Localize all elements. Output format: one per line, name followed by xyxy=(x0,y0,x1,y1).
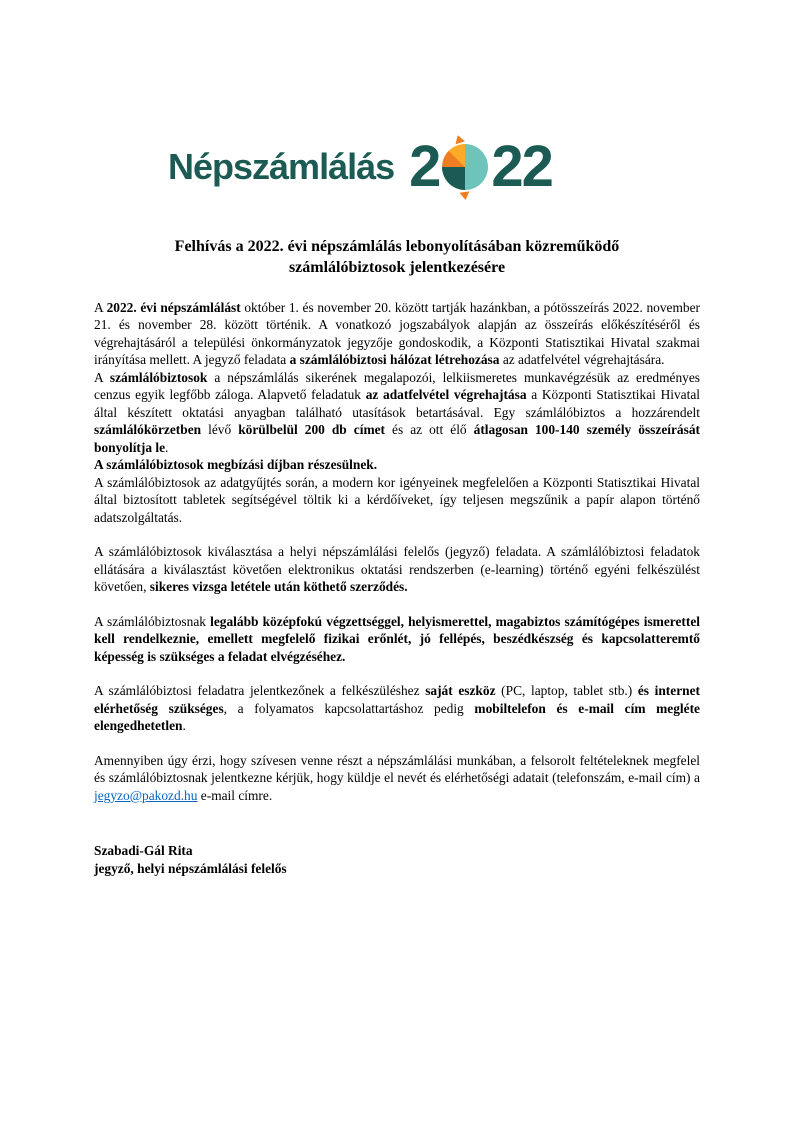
paragraph-fee xyxy=(94,456,700,474)
logo-year xyxy=(409,134,552,199)
text-run: lévő xyxy=(201,422,239,438)
logo-pointer-bottom-icon xyxy=(460,191,471,200)
paragraph-selection xyxy=(94,543,700,596)
text-run: saját eszköz xyxy=(425,683,496,699)
paragraph-requirements xyxy=(94,613,700,666)
logo-digit-2: 2 xyxy=(409,134,440,199)
text-run: a népszámlálás sikerének megalapozói, lelkiismeretes munkavégzésük az eredményes cenzus egyik legfőbb záloga. Alapvető feladatuk xyxy=(94,369,700,403)
text-run: A xyxy=(94,369,110,385)
text-run: A számlálóbiztosnak xyxy=(94,613,211,629)
text-run: átlagosan 100-140 személy összeírását bonyolítja le xyxy=(94,422,700,455)
body-text xyxy=(94,299,700,878)
logo-digits-22: 22 xyxy=(491,134,552,199)
text-run: körülbelül 200 db címet xyxy=(238,422,385,438)
text-run: A xyxy=(94,299,107,315)
text-run: helyismerettel, magabiztos számítógépes ismerettel kell rendelkeznie, emellett megfelelő fizikai erőnlét, jó fellépés, beszédkészség és kapcsolatteremtő képesség is szükséges a feladat elvégzéséhez. xyxy=(94,613,700,664)
text-run: (PC, laptop, tablet stb.) xyxy=(495,683,638,699)
text-run: A számlálóbiztosi feladatra jelentkezőnek a felkészüléshez xyxy=(94,683,426,699)
text-run: . xyxy=(182,718,186,734)
signature-role: jegyző, helyi népszámlálási felelős xyxy=(94,860,287,876)
logo-pie-chart-icon xyxy=(442,144,488,190)
text-run: A számlálóbiztosok megbízási díjban részesülnek. xyxy=(94,457,378,473)
text-run: az adatfelvétel végrehajtására. xyxy=(499,352,665,368)
text-run: a Központi Statisztikai Hivatal által készített oktatási anyagban található utasítások betartásával. Egy számlálóbiztos a hozzárendelt xyxy=(94,387,700,420)
document-title-line1: Felhívás a 2022. évi népszámlálás lebonyolításában közreműködő xyxy=(174,238,620,255)
text-run: számlálókörzetben xyxy=(94,422,202,438)
text-run: sikeres vizsga letétele után köthető szerződés. xyxy=(149,579,408,595)
paragraph-equipment xyxy=(94,682,700,735)
text-run: A számlálóbiztosok az adatgyűjtés során, a modern kor igényeinek megfelelően a Központi Statisztikai Hivatal által biztosított tabletek segítségével töltik ki a kérdőíveket, így teljesen megszűnik a papír alapon történő adatszolgáltatás. xyxy=(94,474,700,525)
census-2022-logo xyxy=(168,134,552,199)
document-title-line2: számlálóbiztosok jelentkezésére xyxy=(288,258,506,276)
text-run: 2022. évi népszámlálást xyxy=(106,299,241,315)
text-run: és internet elérhetőség szükséges xyxy=(94,683,700,716)
text-run: és az ott élő xyxy=(385,422,474,438)
signature-block xyxy=(94,842,700,877)
text-run: . xyxy=(165,439,169,455)
text-run: A számlálóbiztosok kiválasztása a helyi népszámlálási felelős (jegyző) feladata. A számlálóbiztosi feladatok ellátására a kiválasztást követően elektronikus oktatási rendszerben (e-learning) történő egyéni felkészülést követően, xyxy=(94,544,700,595)
text-run: e-mail címre. xyxy=(197,787,273,803)
text-run: az adatfelvétel végrehajtása xyxy=(365,387,527,403)
paragraph-apply xyxy=(94,752,700,805)
paragraph-intro xyxy=(94,299,700,369)
logo-wordmark: Népszámlálás xyxy=(168,146,395,187)
text-run: a számlálóbiztosi hálózat létrehozása xyxy=(289,352,500,368)
email-link[interactable]: jegyzo@pakozd.hu xyxy=(94,787,198,803)
text-run: , xyxy=(400,613,409,629)
text-run: , a folyamatos kapcsolattartáshoz pedig xyxy=(223,700,475,716)
paragraph-tablets xyxy=(94,474,700,527)
signature-name: Szabadi-Gál Rita xyxy=(94,843,193,859)
text-run: október 1. és november 20. között tartják hazánkban, a pótösszeírás 2022. november 21. és november 28. között történik. A vonatkozó jogszabályok alapján az összeírás előkészítéséről és végrehajtásáról a települési önkormányzatok jegyzője gondoskodik, a Központi Statisztikai Hivatal szakmai irányítása mellett. A jegyző feladata xyxy=(94,299,701,368)
text-run: mobiltelefon és e-mail cím megléte elengedhetetlen xyxy=(94,700,700,734)
paragraph-enumerator-role xyxy=(94,369,700,457)
text-run: számlálóbiztosok xyxy=(109,369,208,385)
text-run: legalább középfokú végzettséggel xyxy=(210,613,401,629)
text-run: Amennyiben úgy érzi, hogy szívesen venne részt a népszámlálási munkában, a felsorolt feltételeknek megfelel és számlálóbiztosnak jelentkezne kérjük, hogy küldje el nevét és elérhetőségi adatait (telefonszám, e-mail cím) a xyxy=(94,752,700,786)
